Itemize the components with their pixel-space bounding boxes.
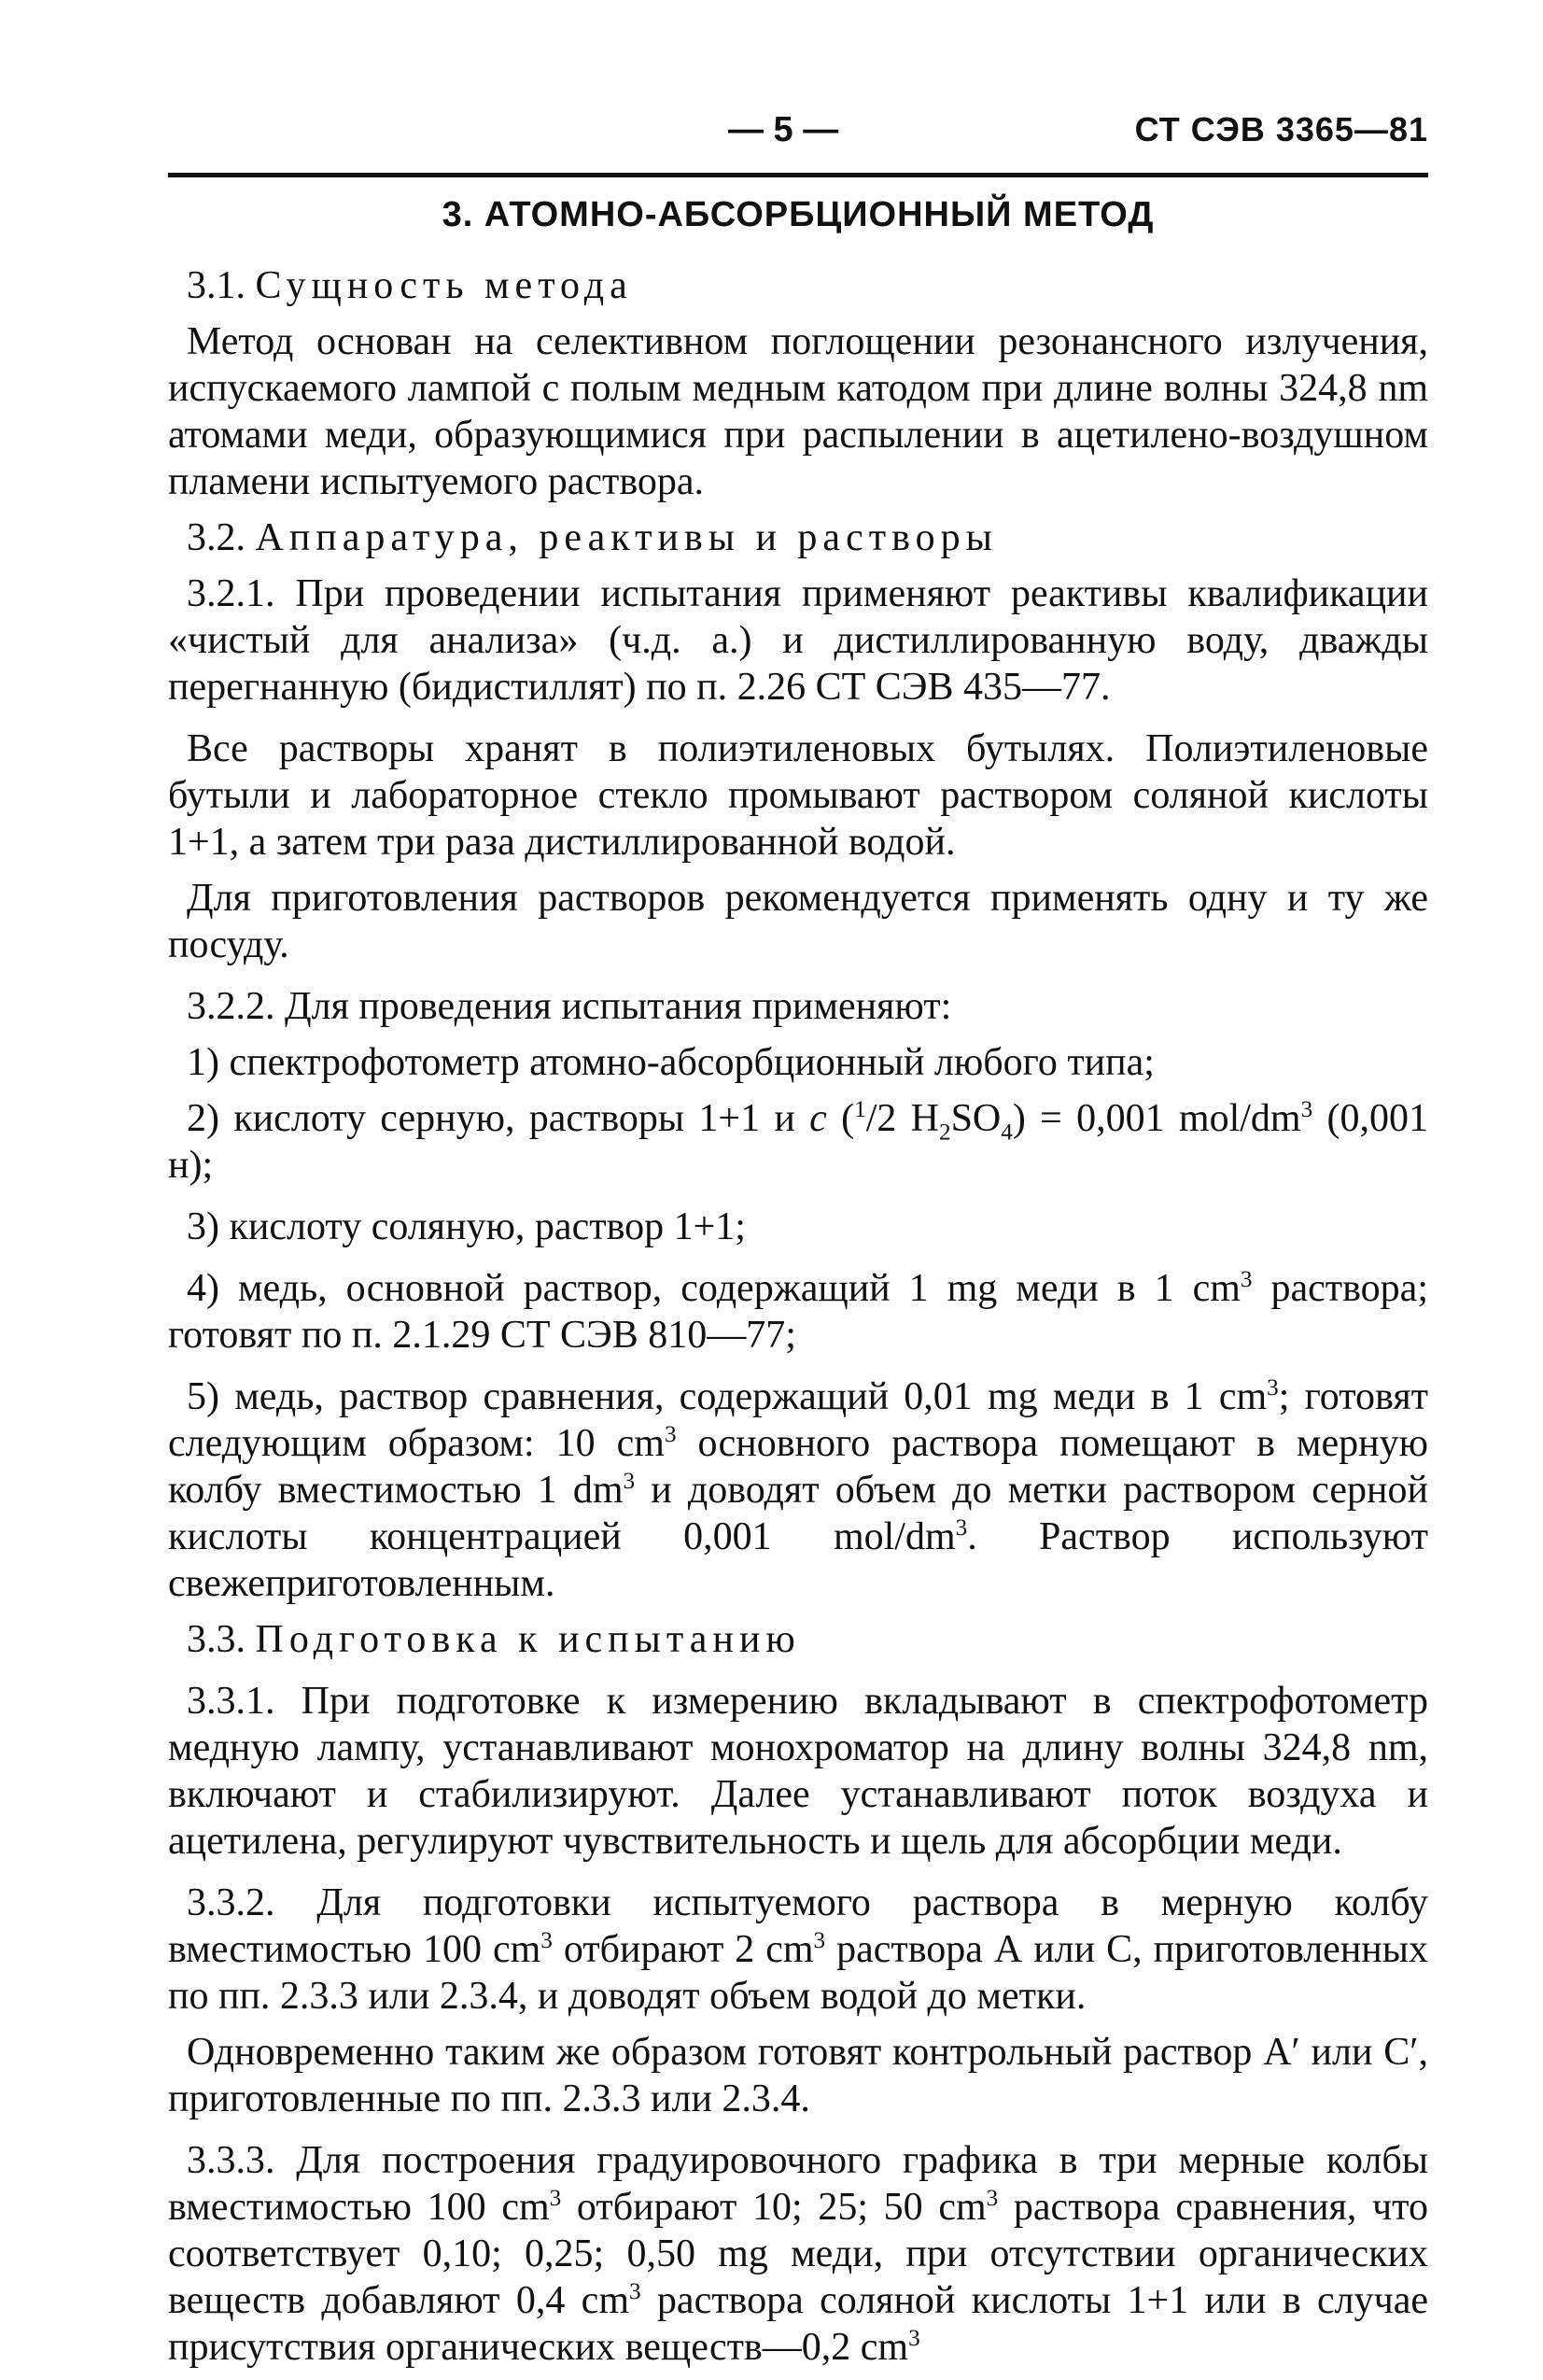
list-item-5: 5) медь, раствор сравнения, содержащий 0,01 mg меди в 1 $cm^3$; готовят следующим образом: 10 $cm^3$ основного раствора помещают в мерную колбу вместимостью 1 $dm^3$ и доводят объем до метки раствором серной кислоты концентрацией 0,001 mol/$dm^3$. Раствор используют свежеприготовленным. [168, 1375, 1428, 1605]
list-item-3: 3) кислоту соляную, раствор 1+1; [187, 1205, 746, 1248]
heading-text: Подготовка к испытанию [255, 1618, 801, 1661]
subsection-heading-3-3 [168, 1616, 1428, 1663]
header-rule [168, 173, 1428, 177]
paragraph-control-solution: Одновременно таким же образом готовят контрольный раствор А′ или С′, приготовленные по пп. 2.3.3 или 2.3.4. [168, 2031, 1428, 2120]
paragraph-3-2-2: 3.2.2. Для проведения испытания применяют: [187, 985, 952, 1028]
subsection-heading-3-1 [168, 262, 1428, 309]
page-content [168, 191, 1428, 2380]
heading-text: Аппаратура, реактивы и растворы [255, 516, 998, 559]
heading-text: Сущность метода [255, 264, 633, 307]
paragraph-3-3-1: 3.3.1. При подготовке к измерению вкладывают в спектрофотометр медную лампу, устанавливают монохроматор на длину волны 324,8 nm, включают и стабилизируют. Далее устанавливают поток воздуха и ацетилена, регулируют чувствительность и щель для абсорбции меди. [168, 1680, 1428, 1863]
section-title: 3. АТОМНО-АБСОРБЦИОННЫЙ МЕТОД [442, 195, 1155, 234]
list-item-4: 4) медь, основной раствор, содержащий 1 mg меди в 1 $cm^3$ раствора; готовят по п. 2.1.29 СТ СЭВ 810—77; [168, 1267, 1428, 1357]
heading-number: 3.3. [187, 1618, 245, 1661]
heading-number: 3.1. [187, 264, 245, 307]
list-item-2: 2) кислоту серную, растворы 1+1 и c ($^1$/2 $H_2SO_4) = 0,001$ mol/$dm^3$ (0,001 н); [168, 1097, 1428, 1187]
paragraph-storage: Все растворы хранят в полиэтиленовых бутылях. Полиэтиленовые бутыли и лабораторное стекло промывают раствором соляной кислоты 1+1, а затем три раза дистиллированной водой. [168, 727, 1428, 864]
list-item-1: 1) спектрофотометр атомно-абсорбционный любого типа; [187, 1041, 1155, 1084]
heading-number: 3.2. [187, 516, 245, 559]
subsection-heading-3-2 [168, 514, 1428, 561]
paragraph-3-2-1: 3.2.1. При проведении испытания применяют реактивы квалификации «чистый для анализа» (ч.д. а.) и дистиллированную воду, дважды перегнанную (бидистиллят) по п. 2.26 СТ СЭВ 435—77. [168, 572, 1428, 709]
paragraph-method-essence: Метод основан на селективном поглощении резонансного излучения, испускаемого лампой с полым медным катодом при длине волны 324,8 nm атомами меди, образующимися при распылении в ацетилено-воздушном пламени испытуемого раствора. [168, 320, 1428, 503]
paragraph-3-3-2: 3.3.2. Для подготовки испытуемого раствора в мерную колбу вместимостью 100 $cm^3$ отбирают 2 $cm^3$ раствора А или С, приготовленных по пп. 2.3.3 или 2.3.4, и доводят объем водой до метки. [168, 1881, 1428, 2018]
page-number: — 5 — [728, 110, 839, 149]
paragraph-dishes: Для приготовления растворов рекомендуется применять одну и ту же посуду. [168, 877, 1428, 966]
paragraph-3-3-3: 3.3.3. Для построения градуировочного графика в три мерные колбы вместимостью 100 $cm^3$ отбирают 10; 25; 50 $cm^3$ раствора сравнения, что соответствует 0,10; 0,25; 0,50 mg меди, при отсутствии органических веществ добавляют 0,4 $cm^3$ раствора соляной кислоты 1+1 или в случае присутствия органических веществ—0,2 $cm^3$ [168, 2139, 1428, 2369]
page-header [168, 110, 1428, 157]
standard-code: СТ СЭВ 3365—81 [1134, 110, 1428, 148]
